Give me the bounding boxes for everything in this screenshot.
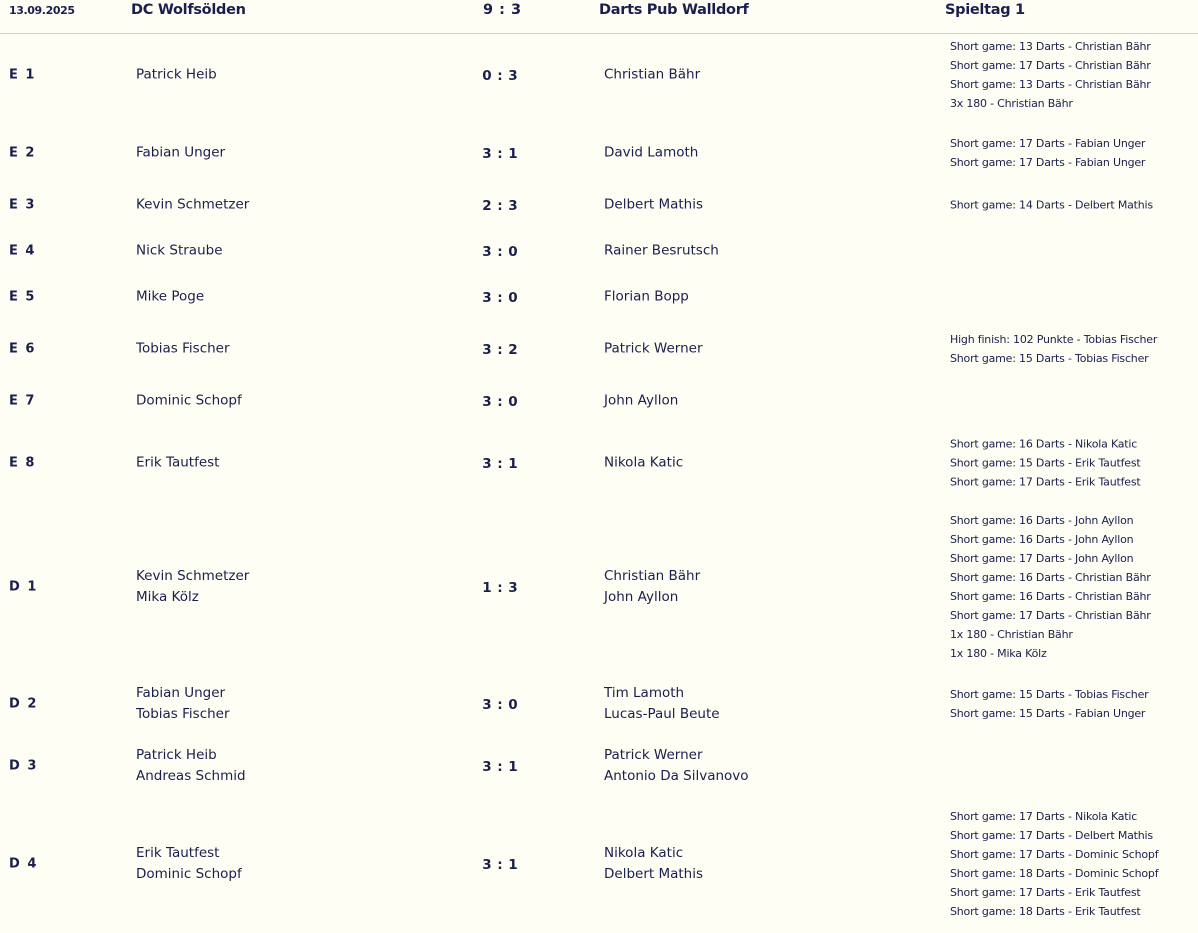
score-separator: : xyxy=(497,290,503,306)
match-score xyxy=(480,759,520,775)
match-notes xyxy=(950,511,1151,663)
match-code: E 8 xyxy=(9,455,36,471)
away-player-name: Tim Lamoth xyxy=(604,685,685,701)
home-players xyxy=(136,287,204,308)
note-line: Short game: 17 Darts - Christian Bähr xyxy=(950,59,1151,72)
home-player-name: Erik Tautfest xyxy=(136,845,220,861)
away-player-name: Lucas-Paul Beute xyxy=(604,706,720,722)
note-line: Short game: 16 Darts - Christian Bähr xyxy=(950,571,1151,584)
home-players xyxy=(136,745,246,787)
home-score: 1 xyxy=(482,580,492,596)
note-line: Short game: 16 Darts - John Ayllon xyxy=(950,533,1134,546)
home-players xyxy=(136,195,249,216)
home-players xyxy=(136,566,249,608)
note-line: Short game: 17 Darts - Erik Tautfest xyxy=(950,886,1141,899)
score-separator: : xyxy=(497,68,503,84)
away-players xyxy=(604,65,700,86)
score-separator: : xyxy=(497,244,503,260)
away-players xyxy=(604,143,698,164)
away-player-name: Christian Bähr xyxy=(604,66,701,83)
away-player-name: John Ayllon xyxy=(604,589,679,605)
home-player-name: Mike Poge xyxy=(136,288,205,305)
match-score xyxy=(480,857,520,873)
away-players xyxy=(604,287,689,308)
home-players xyxy=(136,453,219,474)
score-separator: : xyxy=(497,198,503,214)
note-line: 1x 180 - Mika Kölz xyxy=(950,647,1047,660)
home-player-name: Kevin Schmetzer xyxy=(136,196,250,213)
note-line: Short game: 17 Darts - Dominic Schopf xyxy=(950,848,1159,861)
home-players xyxy=(136,143,225,164)
home-player-name: Tobias Fischer xyxy=(136,340,230,357)
home-player-name: Kevin Schmetzer xyxy=(136,568,250,584)
match-code: D 2 xyxy=(9,696,38,712)
away-players xyxy=(604,391,678,412)
away-player-name: Delbert Mathis xyxy=(604,866,704,882)
note-line: 1x 180 - Christian Bähr xyxy=(950,628,1073,641)
score-separator: : xyxy=(497,697,503,713)
match-date: 13.09.2025 xyxy=(9,4,75,17)
away-score: 3 xyxy=(508,68,518,84)
away-players xyxy=(604,339,703,360)
note-line: Short game: 15 Darts - Tobias Fischer xyxy=(950,688,1149,701)
home-player-name: Nick Straube xyxy=(136,242,223,259)
score-separator: : xyxy=(497,456,503,472)
away-player-name: Antonio Da Silvanovo xyxy=(604,768,749,784)
match-code: E 1 xyxy=(9,67,36,83)
away-score: 3 xyxy=(508,580,518,596)
away-player-name: David Lamoth xyxy=(604,144,699,161)
match-score xyxy=(480,456,520,472)
match-code: E 2 xyxy=(9,145,36,161)
note-line: Short game: 13 Darts - Christian Bähr xyxy=(950,78,1151,91)
home-player-name: Dominic Schopf xyxy=(136,392,242,409)
match-score xyxy=(480,342,520,358)
away-score: 3 xyxy=(508,198,518,214)
home-players xyxy=(136,683,230,725)
note-line: Short game: 17 Darts - Nikola Katic xyxy=(950,810,1138,823)
away-player-name: Christian Bähr xyxy=(604,568,701,584)
away-score: 1 xyxy=(508,146,518,162)
match-notes xyxy=(950,330,1157,368)
home-score: 3 xyxy=(482,146,492,162)
match-score xyxy=(480,68,520,84)
match-code: D 3 xyxy=(9,758,38,774)
score-separator: : xyxy=(497,146,503,162)
note-line: Short game: 15 Darts - Fabian Unger xyxy=(950,707,1146,720)
note-line: Short game: 18 Darts - Erik Tautfest xyxy=(950,905,1141,918)
match-score xyxy=(480,580,520,596)
away-player-name: John Ayllon xyxy=(604,392,679,409)
away-players xyxy=(604,745,749,787)
home-team-name: DC Wolfsölden xyxy=(131,2,246,18)
away-player-name: Delbert Mathis xyxy=(604,196,704,213)
note-line: Short game: 16 Darts - Nikola Katic xyxy=(950,437,1138,451)
match-score xyxy=(480,244,520,260)
match-code: E 4 xyxy=(9,243,36,259)
home-players xyxy=(136,339,230,360)
away-team-name: Darts Pub Walldorf xyxy=(599,2,749,18)
away-score: 1 xyxy=(508,759,518,775)
away-score: 0 xyxy=(508,290,518,306)
match-notes xyxy=(950,685,1148,723)
away-score: 1 xyxy=(508,456,518,472)
total-score-away: 3 xyxy=(510,2,522,18)
match-code: E 7 xyxy=(9,393,36,409)
home-player-name: Fabian Unger xyxy=(136,685,226,701)
home-player-name: Andreas Schmid xyxy=(136,768,246,784)
home-players xyxy=(136,843,242,885)
away-player-name: Nikola Katic xyxy=(604,845,684,861)
note-line: Short game: 13 Darts - Christian Bähr xyxy=(950,40,1151,53)
home-player-name: Mika Kölz xyxy=(136,589,199,605)
home-score: 3 xyxy=(482,394,492,410)
note-line: Short game: 17 Darts - Christian Bähr xyxy=(950,609,1151,622)
note-line: Short game: 16 Darts - John Ayllon xyxy=(950,514,1134,527)
match-score xyxy=(480,198,520,214)
total-score-separator: : xyxy=(499,2,505,18)
home-score: 3 xyxy=(482,456,492,472)
note-line: Short game: 16 Darts - Christian Bähr xyxy=(950,590,1151,603)
home-player-name: Dominic Schopf xyxy=(136,866,242,882)
home-score: 3 xyxy=(482,857,492,873)
match-score xyxy=(480,290,520,306)
match-code: D 1 xyxy=(9,579,38,595)
home-players xyxy=(136,241,223,262)
home-score: 3 xyxy=(482,759,492,775)
total-score-home: 9 xyxy=(482,2,494,18)
note-line: Short game: 15 Darts - Erik Tautfest xyxy=(950,456,1141,470)
match-score xyxy=(480,146,520,162)
away-player-name: Patrick Werner xyxy=(604,747,703,763)
away-players xyxy=(604,683,720,725)
note-line: Short game: 17 Darts - Fabian Unger xyxy=(950,156,1146,169)
match-code: E 5 xyxy=(9,289,36,305)
score-separator: : xyxy=(497,394,503,410)
note-line: Short game: 17 Darts - Delbert Mathis xyxy=(950,829,1153,842)
home-player-name: Patrick Heib xyxy=(136,66,217,83)
total-score xyxy=(481,2,523,18)
match-notes xyxy=(950,37,1151,113)
home-score: 3 xyxy=(482,697,492,713)
round-label: Spieltag 1 xyxy=(945,2,1025,18)
home-players xyxy=(136,391,242,412)
home-score: 3 xyxy=(482,244,492,260)
home-score: 3 xyxy=(482,290,492,306)
match-code: D 4 xyxy=(9,856,38,872)
note-line: Short game: 17 Darts - Erik Tautfest xyxy=(950,475,1141,489)
home-player-name: Erik Tautfest xyxy=(136,454,220,471)
note-line: Short game: 18 Darts - Dominic Schopf xyxy=(950,867,1159,880)
home-player-name: Fabian Unger xyxy=(136,144,226,161)
away-players xyxy=(604,453,683,474)
match-notes xyxy=(950,807,1158,921)
home-score: 3 xyxy=(482,342,492,358)
away-score: 0 xyxy=(508,697,518,713)
match-code: E 6 xyxy=(9,341,36,357)
home-player-name: Tobias Fischer xyxy=(136,706,230,722)
note-line: High finish: 102 Punkte - Tobias Fischer xyxy=(950,333,1158,346)
score-separator: : xyxy=(497,759,503,775)
away-player-name: Rainer Besrutsch xyxy=(604,242,719,259)
home-score: 0 xyxy=(482,68,492,84)
away-player-name: Patrick Werner xyxy=(604,340,703,357)
match-header xyxy=(0,0,1198,34)
score-separator: : xyxy=(497,857,503,873)
away-players xyxy=(604,566,700,608)
note-line: Short game: 17 Darts - John Ayllon xyxy=(950,552,1134,565)
match-code: E 3 xyxy=(9,197,36,213)
score-separator: : xyxy=(497,580,503,596)
note-line: Short game: 17 Darts - Fabian Unger xyxy=(950,137,1146,150)
away-score: 1 xyxy=(508,857,518,873)
home-player-name: Patrick Heib xyxy=(136,747,217,763)
score-separator: : xyxy=(497,342,503,358)
away-players xyxy=(604,241,719,262)
away-score: 2 xyxy=(508,342,518,358)
match-notes xyxy=(950,134,1145,172)
away-player-name: Nikola Katic xyxy=(604,454,684,471)
match-score xyxy=(480,697,520,713)
away-players xyxy=(604,843,703,885)
away-player-name: Florian Bopp xyxy=(604,288,689,305)
home-players xyxy=(136,65,217,86)
home-score: 2 xyxy=(482,198,492,214)
match-notes xyxy=(950,435,1140,492)
note-line: Short game: 15 Darts - Tobias Fischer xyxy=(950,352,1149,365)
away-players xyxy=(604,195,703,216)
away-score: 0 xyxy=(508,244,518,260)
match-notes xyxy=(950,196,1153,215)
away-score: 0 xyxy=(508,394,518,410)
note-line: 3x 180 - Christian Bähr xyxy=(950,97,1073,110)
note-line: Short game: 14 Darts - Delbert Mathis xyxy=(950,198,1153,212)
match-score xyxy=(480,394,520,410)
